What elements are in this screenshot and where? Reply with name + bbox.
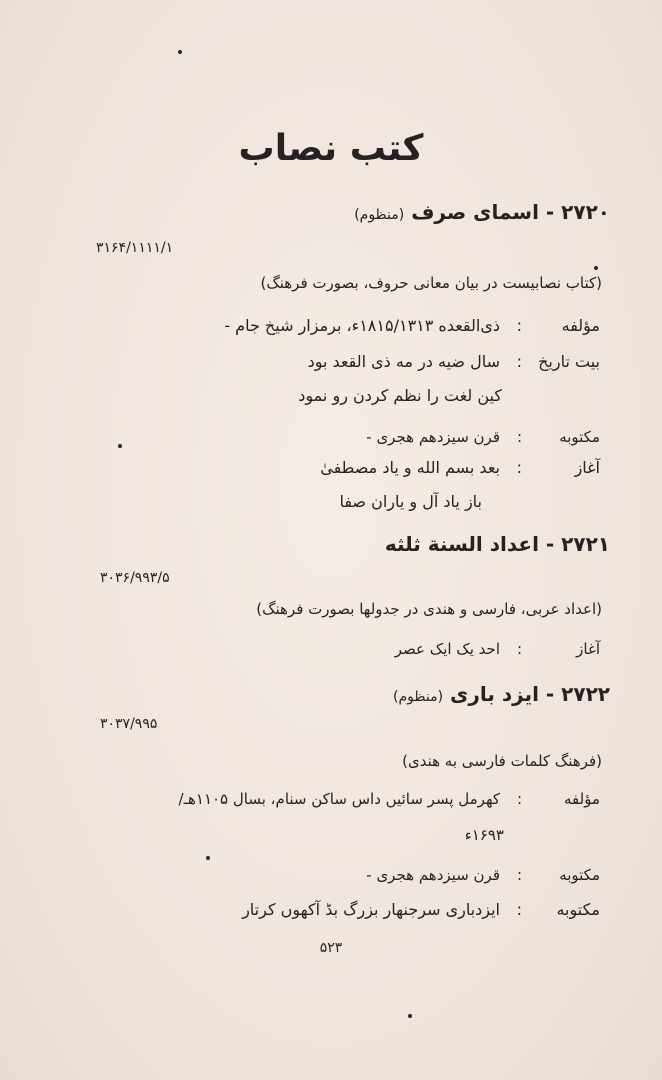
entry-description-2720: (کتاب نصابیست در بیان معانی حروف، بصورت فرهنگ)	[260, 274, 602, 292]
entry-number: ۲۷۲۲ -	[545, 682, 610, 706]
entry-author-row-2722	[179, 790, 600, 808]
verse-label: بیت تاریخ	[538, 352, 600, 371]
entry-copied-row-2-2722	[242, 900, 600, 919]
author-value: کهرمل پسر سائیں داس ساکن سنام، بسال ۱۱۰۵هـ/	[178, 790, 500, 808]
entry-heading-2721	[385, 532, 610, 556]
copied-label: مکتوبه	[556, 900, 600, 919]
colon: :	[516, 790, 522, 808]
author-label: مؤلفه	[564, 790, 600, 808]
copied-value: ایزدباری سرجنهار بزرگ بڈ آکھوں کرتار	[242, 900, 500, 919]
entry-author-row-2720	[224, 316, 600, 335]
colon: :	[516, 316, 522, 335]
opening-value: احد یک ایک عصر	[394, 640, 500, 658]
entry-ref-2720: ۳۱۶۴/۱۱۱۱/۱	[96, 240, 174, 256]
entry-description-2721: (اعداد عربی، فارسی و هندی در جدولها بصورت فرهنگ)	[256, 600, 602, 618]
colon: :	[516, 640, 522, 658]
page-title: کتب نصاب	[238, 128, 424, 169]
entry-verse-row-2720	[308, 352, 600, 371]
opening-label: آغاز	[574, 458, 600, 477]
entry-ref-2722: ۳۰۳۷/۹۹۵	[100, 716, 158, 732]
colon: :	[516, 866, 522, 884]
ink-dot	[206, 856, 210, 860]
entry-title-note: (منظوم)	[354, 207, 405, 223]
copied-label: مکتوبه	[559, 428, 600, 446]
entry-opening-row-2721	[395, 640, 600, 658]
colon: :	[516, 900, 522, 919]
ink-dot	[178, 50, 182, 54]
colon: :	[516, 352, 522, 371]
ink-dot	[408, 1014, 412, 1018]
entry-heading-2722	[393, 682, 610, 706]
entry-ref-2721: ۳۰۳۶/۹۹۳/۵	[100, 570, 170, 586]
verse-line-1: سال ضیه در مه ذی القعد بود	[307, 352, 500, 371]
ink-dot	[594, 266, 598, 270]
entry-number: ۲۷۲۱ -	[545, 532, 610, 556]
author-value: ذی‌القعده ۱۸۱۵/۱۳۱۳ء، برمزار شیخ جام -	[224, 316, 500, 335]
colon: :	[516, 428, 522, 446]
entry-title: اسمای صرف	[411, 200, 539, 224]
copied-label: مکتوبه	[559, 866, 600, 884]
entry-copied-row-2722	[366, 866, 600, 884]
entry-number: ۲۷۲۰ -	[545, 200, 610, 224]
entry-heading-2720	[354, 200, 610, 224]
colon: :	[516, 458, 522, 477]
opening-label: آغاز	[576, 640, 600, 658]
entry-copied-row-2720	[366, 428, 600, 446]
verse-line-2: کین لغت را نظم کردن رو نمود	[298, 386, 502, 405]
copied-value: قرن سیزدهم هجری -	[366, 866, 500, 884]
entry-opening-row-2720	[320, 458, 600, 477]
author-value-continued: ۱۶۹۳ء	[464, 826, 504, 844]
page-number: ۵۲۳	[319, 940, 343, 956]
ink-dot	[118, 444, 122, 448]
opening-line-1: بعد بسم الله و یاد مصطفیٰ	[320, 458, 500, 477]
copied-value: قرن سیزدهم هجری -	[366, 428, 500, 446]
opening-line-2: باز یاد آل و یاران صفا	[339, 492, 482, 511]
author-label: مؤلفه	[561, 316, 600, 335]
entry-description-2722: (فرهنگ کلمات فارسی به هندی)	[402, 752, 602, 770]
entry-title: اعداد السنة ثلثه	[384, 532, 539, 556]
entry-title: ایزد باری	[450, 682, 539, 706]
entry-title-note: (منظوم)	[393, 689, 444, 705]
